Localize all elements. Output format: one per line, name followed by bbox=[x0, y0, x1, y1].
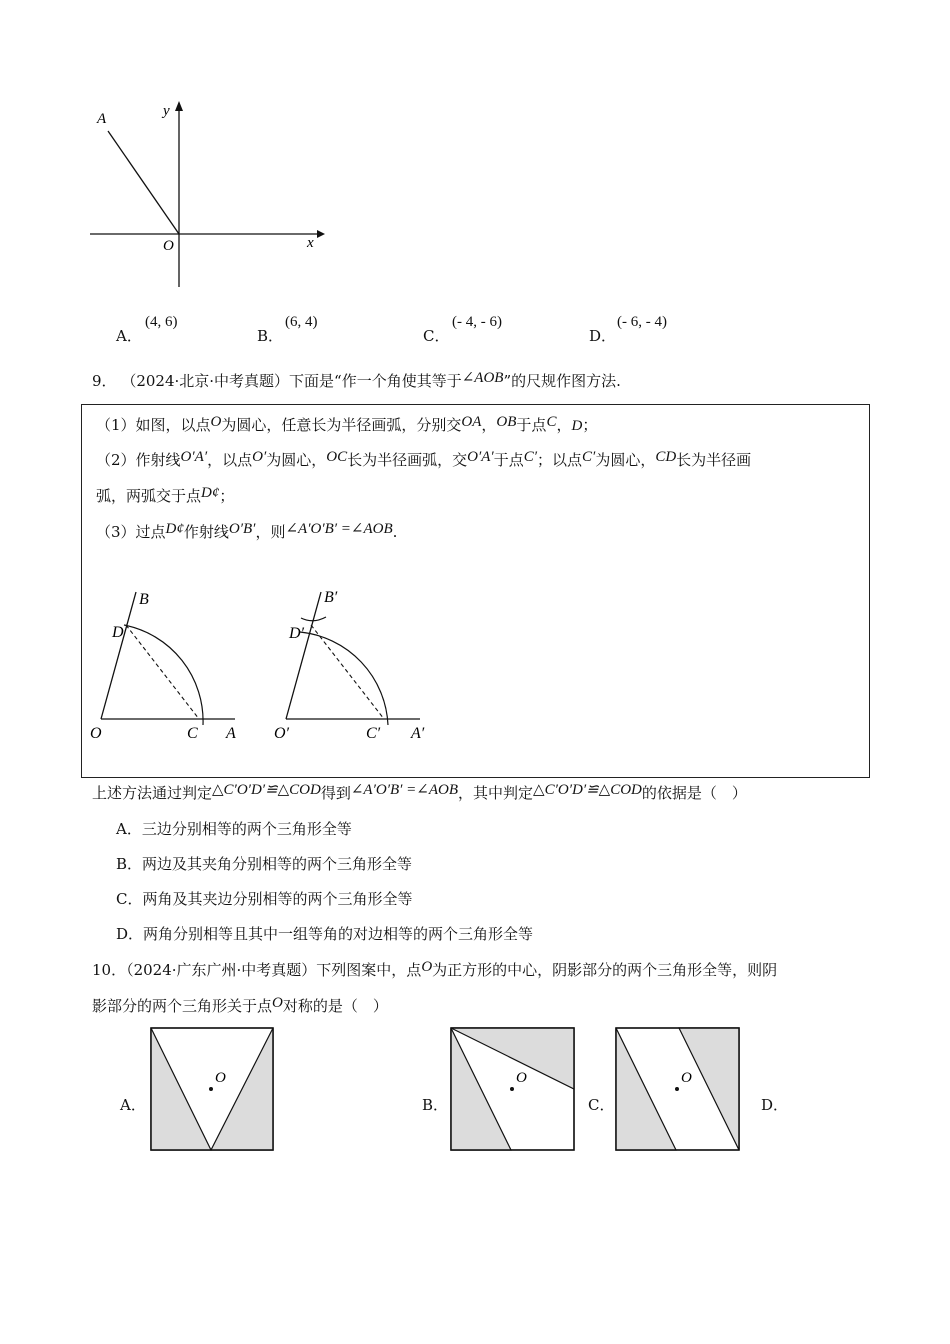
math-symbol: △C′O′D′≌△COD bbox=[212, 782, 321, 798]
math-symbol: O′ bbox=[252, 449, 267, 465]
label-b-prime: B′ bbox=[324, 589, 338, 606]
x-axis-arrow-icon bbox=[317, 230, 325, 238]
math-symbol: O′B′ bbox=[228, 521, 256, 537]
center-label: O bbox=[681, 1070, 692, 1086]
center-label: O bbox=[516, 1070, 527, 1086]
angle-aob: ∠AOB bbox=[461, 370, 504, 386]
text-fragment: 弧，两弧交于点 bbox=[96, 487, 202, 505]
ray-o-prime-b-prime bbox=[286, 592, 321, 719]
text-fragment: ，以点 bbox=[207, 451, 253, 469]
text-fragment: （1）如图，以点 bbox=[96, 416, 211, 434]
q9-step2 bbox=[96, 450, 751, 471]
label-a-prime: A′ bbox=[411, 725, 425, 742]
q10-stem-line1 bbox=[92, 960, 777, 981]
math-symbol: O bbox=[210, 414, 222, 430]
math-symbol: C bbox=[546, 414, 557, 430]
text-fragment: 得到 bbox=[320, 784, 351, 802]
text-fragment: （3）过点 bbox=[96, 523, 166, 541]
ray-ob bbox=[101, 592, 136, 719]
math-symbol: O′A′ bbox=[180, 449, 208, 465]
stem-text: ”的尺规作图方法. bbox=[503, 372, 621, 390]
math-symbol: OC bbox=[326, 449, 348, 465]
q9-step3 bbox=[96, 522, 397, 543]
text-fragment: ，则 bbox=[255, 523, 286, 541]
text-fragment: 于点 bbox=[516, 416, 547, 434]
y-axis-arrow-icon bbox=[175, 101, 183, 111]
math-symbol: C′ bbox=[582, 449, 596, 465]
q8-option-c-value: (- 4, - 6) bbox=[452, 314, 502, 330]
q8-option-b-value: (6, 4) bbox=[285, 314, 318, 330]
center-point bbox=[510, 1087, 514, 1091]
q9-figure-constructed-angle bbox=[270, 580, 440, 750]
text-fragment: 上述方法通过判定 bbox=[92, 784, 213, 802]
q9-option-c[interactable]: C．两角及其夹边分别相等的两个三角形全等 bbox=[116, 890, 413, 908]
label-x: x bbox=[307, 235, 314, 251]
option-letter: C． bbox=[423, 327, 450, 345]
q10-option-b-label[interactable]: B． bbox=[422, 1096, 449, 1114]
text-fragment: 10．（2024·广东广州·中考真题）下列图案中，点 bbox=[92, 961, 422, 979]
q10-option-d-label[interactable]: D． bbox=[761, 1096, 789, 1114]
text-fragment: 作射线 bbox=[183, 523, 229, 541]
arc-cd bbox=[124, 625, 203, 725]
text-fragment: 为圆心， bbox=[595, 451, 656, 469]
option-letter: A． bbox=[116, 327, 142, 345]
segment-c-prime-d-prime bbox=[311, 625, 384, 719]
q8-coordinate-graph bbox=[85, 95, 325, 295]
center-point bbox=[209, 1087, 213, 1091]
text-fragment: 为圆心，任意长为半径画弧，分别交 bbox=[221, 416, 462, 434]
q8-option-d-value: (- 6, - 4) bbox=[617, 314, 667, 330]
label-b: B bbox=[139, 591, 149, 608]
text-fragment: 于点 bbox=[493, 451, 524, 469]
text-fragment: 长为半径画弧，交 bbox=[347, 451, 468, 469]
question-number: 9． bbox=[92, 372, 117, 390]
math-symbol: CD bbox=[655, 449, 677, 465]
math-symbol: OA bbox=[461, 414, 482, 430]
stem-text: （2024·北京·中考真题）下面是“作一个角使其等于 bbox=[121, 372, 462, 390]
label-a: A bbox=[97, 111, 107, 127]
label-d: D bbox=[112, 624, 124, 641]
text-fragment: 长为半径画 bbox=[676, 451, 752, 469]
q10-option-c-figure[interactable] bbox=[615, 1027, 741, 1151]
center-label: O bbox=[215, 1070, 226, 1086]
text-fragment: ； bbox=[582, 416, 598, 434]
center-point bbox=[675, 1087, 679, 1091]
q9-step1 bbox=[96, 415, 597, 436]
option-letter: B． bbox=[257, 327, 284, 345]
q9-step2-cont bbox=[96, 486, 234, 507]
q8-option-b[interactable] bbox=[257, 326, 283, 346]
math-symbol: △C′O′D′≌△COD bbox=[533, 782, 642, 798]
q9-option-b[interactable]: B．两边及其夹角分别相等的两个三角形全等 bbox=[116, 855, 413, 873]
ray-oa bbox=[108, 131, 179, 234]
text-fragment: ，其中判定 bbox=[458, 784, 534, 802]
q8-option-a-value: (4, 6) bbox=[145, 314, 178, 330]
label-d-prime: D′ bbox=[289, 625, 305, 642]
text-fragment: 为圆心， bbox=[266, 451, 327, 469]
arc-c-prime bbox=[300, 632, 388, 725]
math-symbol: D bbox=[571, 418, 583, 434]
q10-option-b-figure[interactable] bbox=[450, 1027, 576, 1151]
q9-stem bbox=[92, 371, 621, 392]
text-fragment: 影部分的两个三角形关于点 bbox=[92, 997, 273, 1015]
math-symbol: O′A′ bbox=[467, 449, 494, 465]
q10-stem-line2 bbox=[92, 996, 388, 1017]
text-fragment: 为正方形的中心，阴影部分的两个三角形全等，则阴 bbox=[432, 961, 778, 979]
text-fragment: ；以点 bbox=[537, 451, 583, 469]
segment-cd bbox=[126, 625, 199, 719]
q9-option-a[interactable]: A．三边分别相等的两个三角形全等 bbox=[116, 820, 352, 838]
text-fragment: 对称的是（ ） bbox=[282, 997, 388, 1015]
q10-option-c-label[interactable]: C． bbox=[588, 1096, 615, 1114]
math-symbol: OB bbox=[496, 414, 517, 430]
math-symbol: O bbox=[421, 959, 433, 975]
math-symbol: C′ bbox=[523, 449, 537, 465]
text-fragment: ， bbox=[481, 416, 497, 434]
text-fragment: . bbox=[392, 523, 398, 541]
math-symbol: ∠A′O′B′ =∠AOB bbox=[285, 521, 393, 537]
label-a: A bbox=[226, 725, 236, 742]
q10-option-a-label[interactable]: A． bbox=[120, 1096, 146, 1114]
option-letter: D． bbox=[589, 327, 617, 345]
label-o-prime: O′ bbox=[274, 725, 290, 742]
text-fragment: （2）作射线 bbox=[96, 451, 181, 469]
text-fragment: ， bbox=[556, 416, 572, 434]
q9-question-line bbox=[92, 783, 747, 804]
label-y: y bbox=[163, 103, 170, 119]
text-fragment: ； bbox=[219, 487, 235, 505]
q8-option-d[interactable] bbox=[589, 326, 616, 346]
math-symbol: D¢ bbox=[201, 485, 220, 501]
label-c-prime: C′ bbox=[366, 725, 381, 742]
math-symbol: ∠A′O′B′ =∠AOB bbox=[350, 782, 459, 798]
label-o: O bbox=[163, 238, 174, 254]
label-o: O bbox=[90, 725, 102, 742]
math-symbol: O bbox=[272, 995, 283, 1011]
q10-option-a-figure[interactable] bbox=[150, 1027, 274, 1151]
q8-option-a[interactable] bbox=[116, 326, 142, 346]
q9-figure-original-angle bbox=[85, 580, 255, 750]
q8-option-c[interactable] bbox=[423, 326, 449, 346]
text-fragment: 的依据是（ ） bbox=[641, 784, 747, 802]
label-c: C bbox=[187, 725, 198, 742]
math-symbol: D¢ bbox=[165, 521, 184, 537]
q9-option-d[interactable]: D．两角分别相等且其中一组等角的对边相等的两个三角形全等 bbox=[116, 925, 534, 943]
